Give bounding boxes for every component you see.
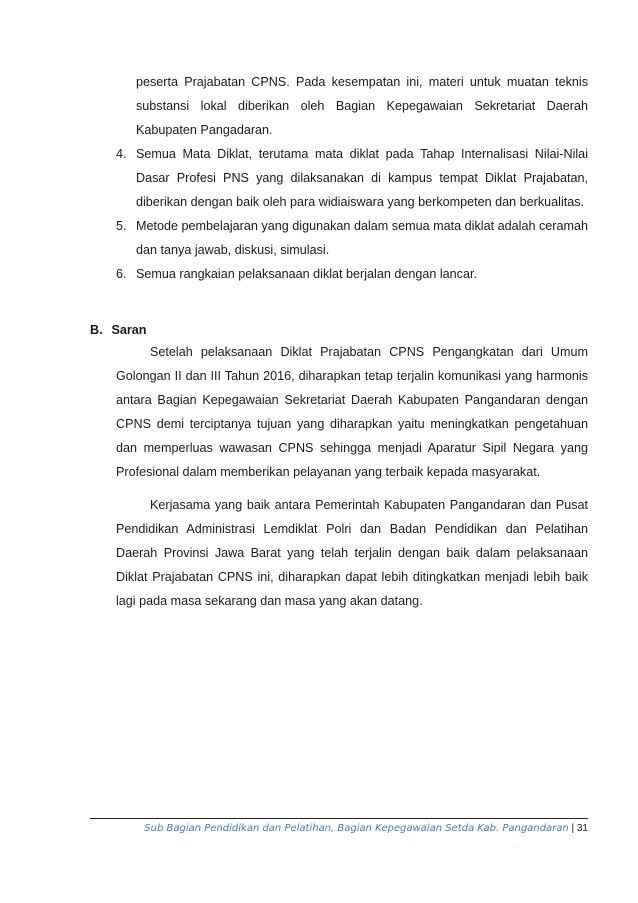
section-title: Saran: [111, 323, 147, 337]
footer-divider: [90, 818, 588, 819]
conclusion-list: [116, 142, 588, 286]
list-item-number: 6.: [116, 267, 127, 281]
list-item-number: 4.: [116, 147, 127, 161]
section-heading: [90, 318, 147, 342]
page-number: 31: [576, 823, 588, 834]
section-letter: B.: [90, 323, 103, 337]
list-item-text: Semua rangkaian pelaksanaan diklat berjalan dengan lancar.: [136, 267, 477, 281]
body-paragraph: Setelah pelaksanaan Diklat Prajabatan CPNS Pengangkatan dari Umum Golongan II dan III Tahun 2016, diharapkan tetap terjalin komunikasi yang harmonis antara Bagian Kepegawaian Sekretariat Daerah Kabupaten Pangandaran dengan CPNS demi terciptanya tujuan yang diharapkan yaitu meningkatkan pengetahuan dan memperluas wawasan CPNS sehingga menjadi Aparatur Sipil Negara yang Profesional dalam memberikan pelayanan yang terbaik kepada masyarakat.: [116, 345, 588, 479]
footer-text: Sub Bagian Pendidikan dan Pelatihan, Bagian Kepegawaian Setda Kab. Pangandaran: [144, 823, 569, 834]
list-item-number: 5.: [116, 219, 127, 233]
body-paragraph: Kerjasama yang baik antara Pemerintah Kabupaten Pangandaran dan Pusat Pendidikan Administrasi Lemdiklat Polri dan Badan Pendidikan dan Pelatihan Daerah Provinsi Jawa Barat yang telah terjalin dengan baik dalam pelaksanaan Diklat Prajabatan CPNS ini, diharapkan dapat lebih ditingkatkan menjadi lebih baik lagi pada masa sekarang dan masa yang akan datang.: [116, 498, 588, 608]
list-item: [116, 262, 588, 286]
page-footer: [90, 822, 588, 836]
list-item: [116, 214, 588, 262]
list-item: [116, 142, 588, 214]
continued-list-item-text: peserta Prajabatan CPNS. Pada kesempatan ini, materi untuk muatan teknis substansi lokal diberikan oleh Bagian Kepegawaian Sekretariat Daerah Kabupaten Pangadaran.: [136, 75, 588, 137]
list-item-text: Metode pembelajaran yang digunakan dalam semua mata diklat adalah ceramah dan tanya jawab, diskusi, simulasi.: [136, 219, 588, 257]
list-item-text: Semua Mata Diklat, terutama mata diklat pada Tahap Internalisasi Nilai-Nilai Dasar Profesi PNS yang dilaksanakan di kampus tempat Diklat Prajabatan, diberikan dengan baik oleh para widiaiswara yang berkompeten dan berkualitas.: [136, 147, 588, 209]
footer-separator: |: [571, 823, 575, 834]
